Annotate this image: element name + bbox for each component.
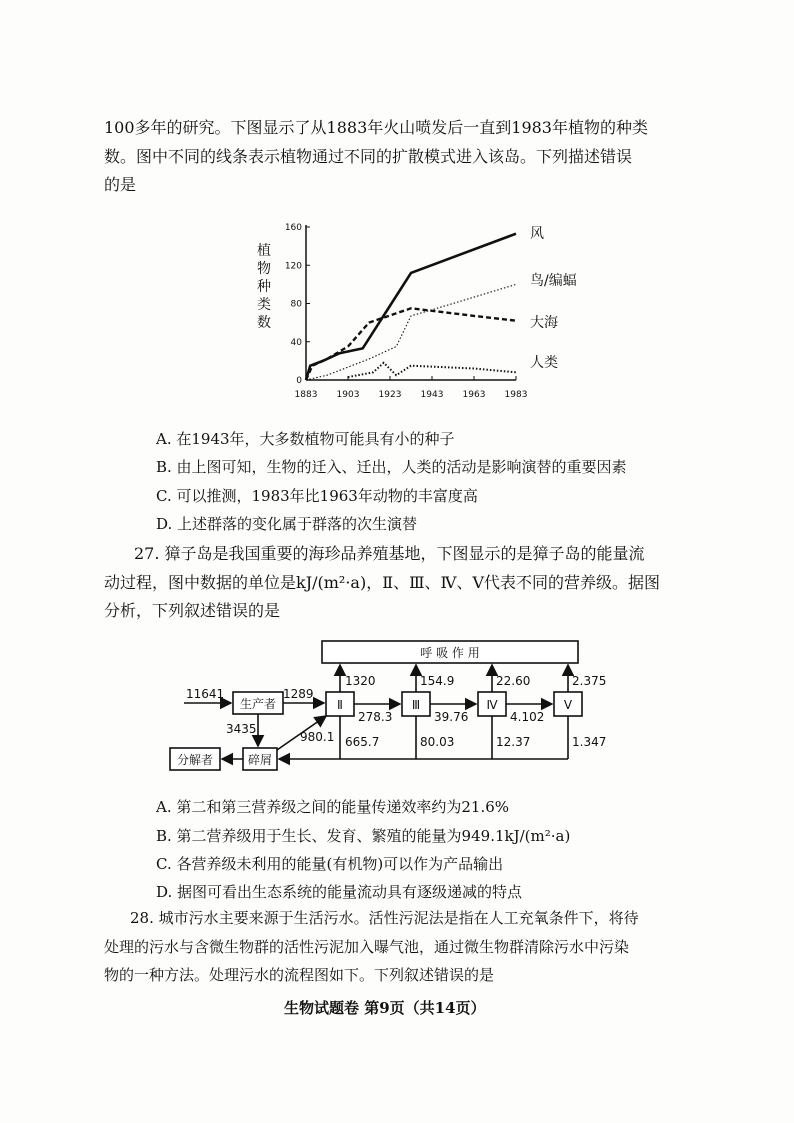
- y-axis-label-char: 物: [257, 261, 271, 277]
- level-II-label: Ⅱ: [337, 698, 343, 712]
- V-debris-value: 1.347: [572, 735, 607, 749]
- decomposer-label: 分解者: [176, 753, 214, 767]
- y-tick-label: 120: [284, 261, 302, 272]
- q27-line-2: 动过程，图中数据的单位是kJ/(m²·a)，Ⅱ、Ⅲ、Ⅳ、Ⅴ代表不同的营养级。据图: [104, 573, 661, 592]
- respiration-label: 呼 吸 作 用: [420, 646, 480, 660]
- intro-line-1: 100多年的研究。下图显示了从1883年火山喷发后一直到1983年植物的种类: [104, 118, 648, 137]
- q26-option-b: B. 由上图可知，生物的迁入、迁出，人类的活动是影响演替的重要因素: [156, 458, 627, 476]
- III-resp-value: 154.9: [420, 674, 455, 688]
- q26-option-d: D. 上述群落的变化属于群落的次生演替: [156, 515, 418, 533]
- II-to-III-value: 278.3: [358, 710, 393, 724]
- producer-to-II-value: 1289: [283, 687, 314, 701]
- q26-option-a: A. 在1943年，大多数植物可能具有小的种子: [156, 430, 455, 448]
- producer-to-debris-value: 3435: [226, 722, 257, 736]
- q27-option-b: B. 第二营养级用于生长、发育、繁殖的能量为949.1kJ/(m²·a): [156, 827, 571, 845]
- x-tick-label: 1903: [336, 390, 360, 400]
- IV-resp-value: 22.60: [496, 674, 531, 688]
- x-tick-label: 1883: [294, 390, 318, 400]
- series-label: 风: [530, 226, 544, 242]
- x-tick-label: 1963: [462, 390, 486, 400]
- level-V-label: Ⅴ: [563, 698, 573, 712]
- page-footer: 生物试题卷 第9页（共14页）: [284, 999, 486, 1017]
- II-debris-value: 665.7: [345, 735, 380, 749]
- q28-line-1: 28. 城市污水主要来源于生活污水。活性污泥法是指在人工充氧条件下，将待: [130, 909, 639, 927]
- y-axis-label-char: 数: [257, 315, 271, 331]
- II-resp-value: 1320: [345, 674, 376, 688]
- III-to-IV-value: 39.76: [434, 710, 469, 724]
- level-IV-label: Ⅳ: [486, 698, 498, 712]
- x-tick-label: 1983: [504, 390, 528, 400]
- y-tick-label: 80: [290, 299, 302, 310]
- y-axis-label-char: 类: [257, 297, 271, 313]
- debris-to-II-value: 980.1: [300, 730, 335, 744]
- q27-option-c: C. 各营养级未利用的能量(有机物)可以作为产品输出: [156, 855, 504, 873]
- q28-line-3: 物的一种方法。处理污水的流程图如下。下列叙述错误的是: [104, 966, 495, 984]
- series-label: 人类: [530, 355, 558, 371]
- y-tick-label: 0: [296, 376, 302, 386]
- input-value: 11641: [186, 687, 225, 701]
- y-tick-label: 160: [284, 223, 302, 233]
- q27-line-3: 分析，下列叙述错误的是: [104, 601, 281, 620]
- x-tick-label: 1943: [420, 390, 444, 400]
- IV-debris-value: 12.37: [496, 735, 531, 749]
- x-tick-label: 1923: [378, 390, 402, 400]
- V-resp-value: 2.375: [572, 674, 607, 688]
- q27-option-d: D. 据图可看出生态系统的能量流动具有逐级递减的特点: [156, 883, 523, 901]
- y-tick-label: 40: [290, 337, 302, 348]
- q28-line-2: 处理的污水与含微生物群的活性污泥加入曝气池，通过微生物群清除污水中污染: [104, 938, 630, 956]
- q26-option-c: C. 可以推测，1983年比1963年动物的丰富度高: [156, 487, 478, 505]
- q27-line-1: 27. 獐子岛是我国重要的海珍品养殖基地，下图显示的是獐子岛的能量流: [134, 544, 645, 563]
- series-label: 鸟/编蝠: [530, 273, 577, 289]
- III-debris-value: 80.03: [420, 735, 455, 749]
- producer-label: 生产者: [239, 697, 277, 711]
- level-III-label: Ⅲ: [411, 698, 421, 712]
- series-label: 大海: [530, 315, 558, 331]
- debris-label: 碎屑: [247, 753, 273, 767]
- y-axis-label-char: 种: [257, 279, 271, 295]
- intro-line-3: 的是: [104, 175, 137, 194]
- intro-line-2: 数。图中不同的线条表示植物通过不同的扩散模式进入该岛。下列描述错误: [104, 147, 633, 166]
- IV-to-V-value: 4.102: [510, 710, 545, 724]
- q27-option-a: A. 第二和第三营养级之间的能量传递效率约为21.6%: [156, 798, 510, 816]
- y-axis-label-char: 植: [257, 243, 271, 259]
